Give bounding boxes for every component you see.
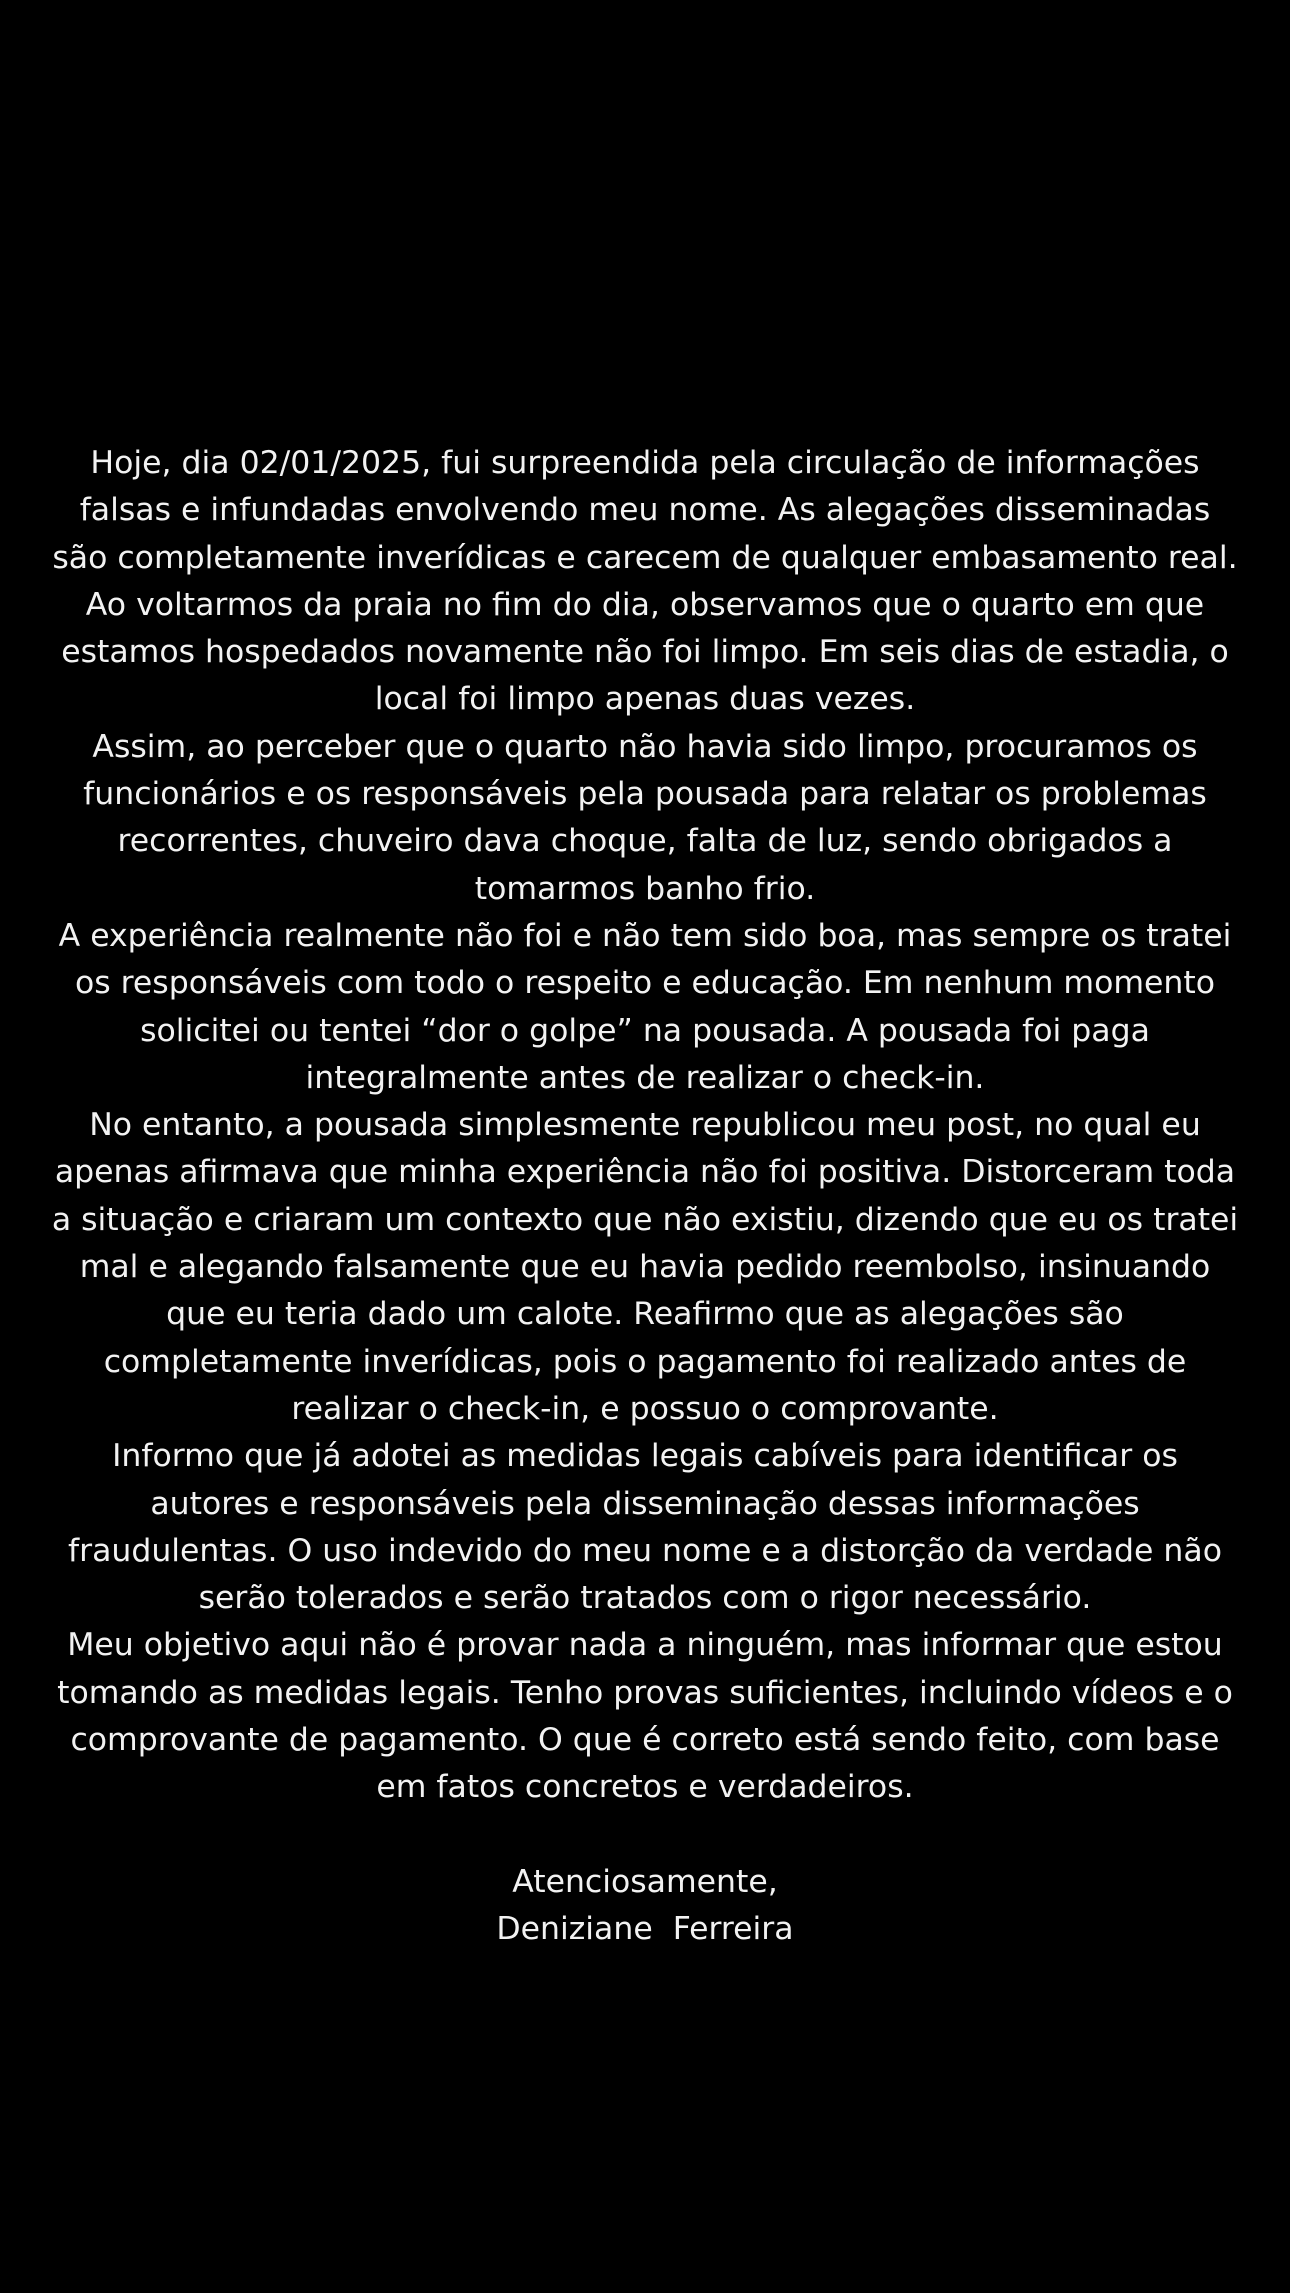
paragraph-legal-measures: Informo que já adotei as medidas legais cabíveis para identificar os autores e responsáveis pela disseminação dessas informações fraudulentas. O uso indevido do meu nome e a distorção da verdade não serão tolerados e serão tratados com o rigor necessário. <box>68 1438 1222 1617</box>
signature-name: Deniziane Ferreira <box>496 1911 794 1948</box>
paragraph-complaints: Assim, ao perceber que o quarto não havia sido limpo, procuramos os funcionários e os responsáveis pela pousada para relatar os problemas recorrentes, chuveiro dava choque, falta de luz, sendo obrigados a tomarmos banho frio. <box>83 728 1207 907</box>
paragraph-intro: Hoje, dia 02/01/2025, fui surpreendida pela circulação de informações falsas e infundadas envolvendo meu nome. As alegações disseminadas são completamente inverídicas e carecem de qualquer embasamento real. <box>52 445 1238 576</box>
paragraph-return-from-beach: Ao voltarmos da praia no fim do dia, observamos que o quarto em que estamos hospedados novamente não foi limpo. Em seis dias de estadia, o local foi limpo apenas duas vezes. <box>61 586 1229 718</box>
paragraph-experience: A experiência realmente não foi e não tem sido boa, mas sempre os tratei os responsáveis com todo o respeito e educação. Em nenhum momento solicitei ou tentei “dor o golpe” na pousada. A pousada foi paga integralmente antes de realizar o check-in. <box>58 917 1232 1096</box>
signoff <box>50 1859 1240 1954</box>
statement-body <box>50 440 1240 1954</box>
closing-text: Atenciosamente, <box>512 1863 778 1900</box>
paragraph-repost: No entanto, a pousada simplesmente republicou meu post, no qual eu apenas afirmava que minha experiência não foi positiva. Distorceram toda a situação e criaram um contexto que não existiu, dizendo que eu os tratei mal e alegando falsamente que eu havia pedido reembolso, insinuando que eu teria dado um calote. Reafirmo que as alegações são completamente inverídicas, pois o pagamento foi realizado antes de realizar o check-in, e possuo o comprovante. <box>51 1107 1239 1427</box>
paragraph-objective: Meu objetivo aqui não é provar nada a ninguém, mas informar que estou tomando as medidas legais. Tenho provas suficientes, incluindo vídeos e o comprovante de pagamento. O que é correto está sendo feito, com base em fatos concretos e verdadeiros. <box>57 1627 1233 1806</box>
